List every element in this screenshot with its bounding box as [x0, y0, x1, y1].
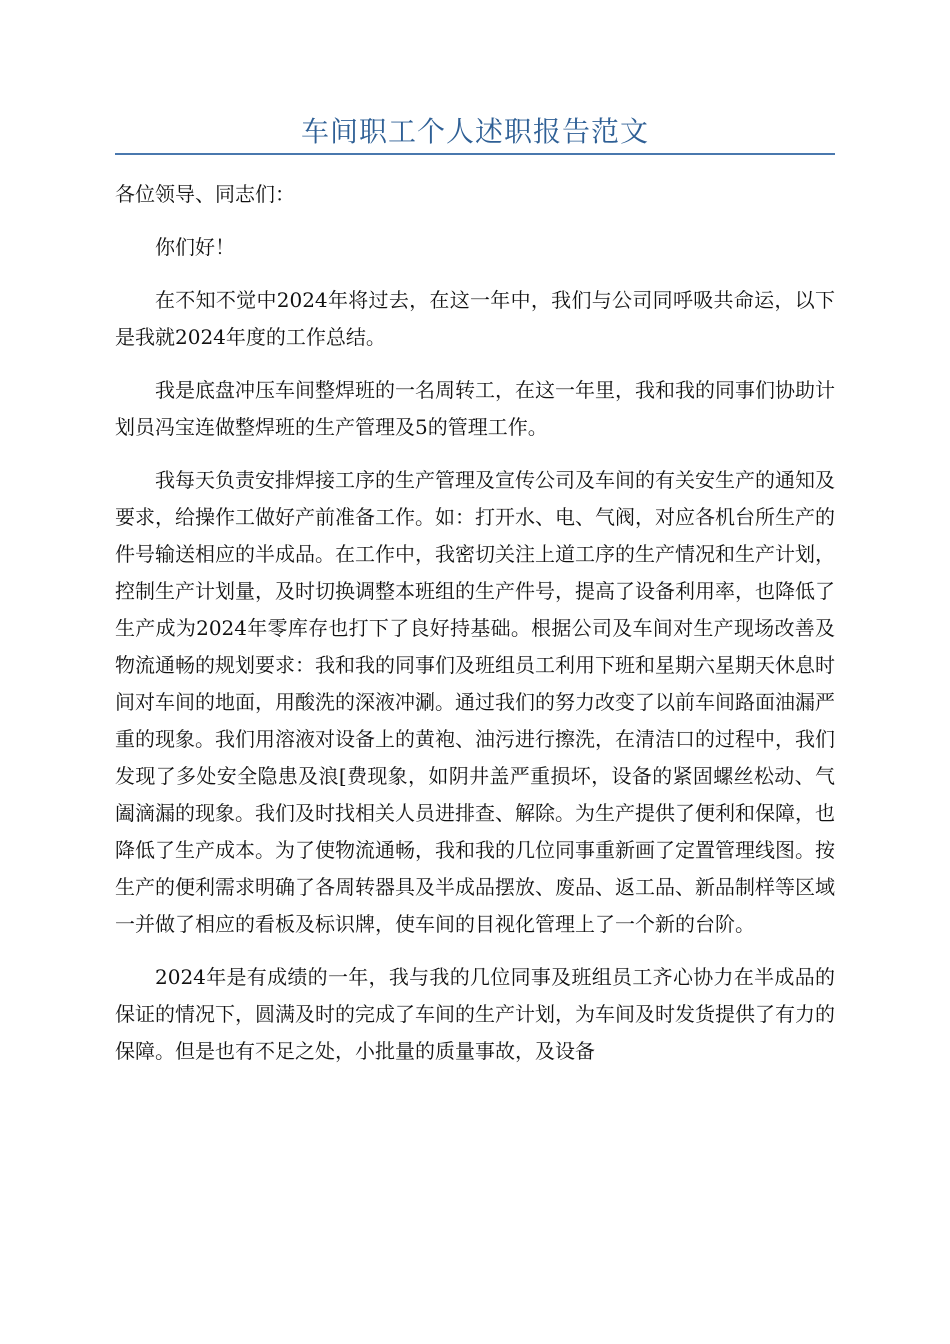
paragraph-role: 我是底盘冲压车间整焊班的一名周转工，在这一年里，我和我的同事们协助计划员冯宝连做整焊班的生产管理及5的管理工作。: [115, 378, 835, 439]
paragraph-intro: 在不知不觉中2024年将过去，在这一年中，我们与公司同呼吸共命运，以下是我就2024年度的工作总结。: [115, 288, 835, 349]
document-title: 车间职工个人述职报告范文: [300, 115, 649, 148]
paragraph-greeting: 你们好！: [155, 235, 235, 259]
paragraph-achievements: 2024年是有成绩的一年，我与我的几位同事及班组员工齐心协力在半成品的保证的情况下，圆满及时的完成了车间的生产计划，为车间及时发货提供了有力的保障。但是也有不足之处，小批量的质量事故，及设备: [115, 965, 835, 1063]
paragraph-duties: 我每天负责安排焊接工序的生产管理及宣传公司及车间的有关安生产的通知及要求，给操作工做好产前准备工作。如：打开水、电、气阀，对应各机台所生产的件号输送相应的半成品。在工作中，我密切关注上道工序的生产情况和生产计划，控制生产计划量，及时切换调整本班组的生产件号，提高了设备利用率，也降低了生产成为2024年零库存也打下了良好持基础。根据公司及车间对生产现场改善及物流通畅的规划要求：我和我的同事们及班组员工利用下班和星期六星期天休息时间对车间的地面，用酸洗的深液冲涮。通过我们的努力改变了以前车间路面油漏严重的现象。我们用溶液对设备上的黄袍、油污进行擦洗，在清洁口的过程中，我们发现了多处安全隐患及浪[费现象，如阴井盖严重损坏，设备的紧固螺丝松动、气阖滴漏的现象。我们及时找相关人员进排查、解除。为生产提供了便利和保障，也降低了生产成本。为了使物流通畅，我和我的几位同事重新画了定置管理线图。按生产的便利需求明确了各周转器具及半成品摆放、废品、返工品、新品制样等区域一并做了相应的看板及标识牌，使车间的目视化管理上了一个新的台阶。: [115, 468, 835, 936]
document-body: [115, 176, 835, 1086]
salutation: 各位领导、同志们：: [115, 182, 295, 206]
title-underline: [115, 153, 835, 155]
